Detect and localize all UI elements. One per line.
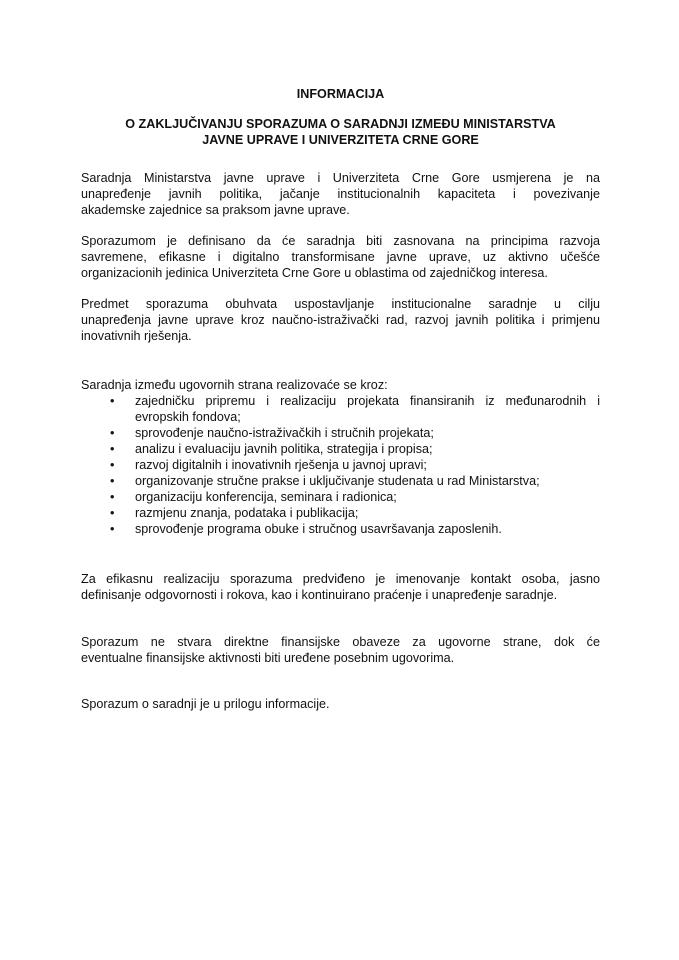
text-line: Saradnja Ministarstva javne uprave i Univerziteta Crne Gore usmjerena je na	[81, 171, 600, 185]
list-item	[81, 505, 600, 521]
text-line: organizaciju konferencija, seminara i radionica;	[135, 490, 397, 504]
text-line: akademske zajednice sa praksom javne uprave.	[81, 203, 350, 217]
text-line: evropskih fondova;	[135, 410, 241, 424]
text-line: Sporazumom je definisano da će saradnja biti zasnovana na principima razvoja	[81, 234, 600, 248]
text-line: unapređenje javnih politika, jačanje institucionalnih kapaciteta i povezivanje	[81, 187, 600, 201]
document-title: INFORMACIJA	[296, 87, 385, 101]
list-item	[81, 489, 600, 505]
text-line: razvoj digitalnih i inovativnih rješenja u javnoj upravi;	[135, 458, 427, 472]
text-line: sprovođenje programa obuke i stručnog usavršavanja zaposlenih.	[135, 522, 502, 536]
text-line: Predmet sporazuma obuhvata uspostavljanje institucionalne saradnje u cilju	[81, 297, 600, 311]
list-item	[81, 457, 600, 473]
paragraph-3	[81, 296, 600, 344]
text-line: inovativnih rješenja.	[81, 329, 192, 343]
text-line: razmjenu znanja, podataka i publikacija;	[135, 506, 359, 520]
text-line: sprovođenje naučno-istraživačkih i stručnih projekata;	[135, 426, 434, 440]
bullet-icon: •	[110, 522, 115, 536]
text-line: organizovanje stručne prakse i uključivanje studenata u rad Ministarstva;	[135, 474, 540, 488]
list-intro: Saradnja između ugovornih strana realizovaće se kroz:	[81, 378, 388, 392]
bullet-icon: •	[110, 426, 115, 440]
bullet-icon: •	[110, 442, 115, 456]
text-line: Za efikasnu realizaciju sporazuma predviđeno je imenovanje kontakt osoba, jasno	[81, 572, 600, 586]
text-line: definisanje odgovornosti i rokova, kao i kontinuirano praćenje i unapređenje saradnje.	[81, 588, 558, 602]
text-line: unapređenja javne uprave kroz naučno-istraživački rad, razvoj javnih politika i primjenu	[81, 313, 600, 327]
text-line: organizacionih jedinica Univerziteta Crne Gore u oblastima od zajedničkog interesa.	[81, 266, 548, 280]
text-line: eventualne finansijske aktivnosti biti uređene posebnim ugovorima.	[81, 651, 455, 665]
text-line: savremene, efikasne i digitalno transformisane javne uprave, uz aktivno učešće	[81, 250, 600, 264]
bullet-icon: •	[110, 458, 115, 472]
list-item	[81, 441, 600, 457]
paragraph-2	[81, 233, 600, 281]
text-line: analizu i evaluaciju javnih politika, strategija i propisa;	[135, 442, 433, 456]
list-item	[81, 521, 600, 537]
paragraph-financial	[81, 634, 600, 666]
text-line: Sporazum ne stvara direktne finansijske obaveze za ugovorne strane, dok će	[81, 635, 600, 649]
text-line: Sporazum o saradnji je u prilogu informacije.	[81, 697, 330, 711]
bullet-icon: •	[110, 490, 115, 504]
paragraph-implementation	[81, 571, 600, 603]
bullet-icon: •	[110, 506, 115, 520]
list-item	[81, 473, 600, 489]
bullet-icon: •	[110, 394, 115, 408]
document-subtitle-line-2: JAVNE UPRAVE I UNIVERZITETA CRNE GORE	[202, 133, 479, 147]
paragraph-1	[81, 170, 600, 218]
document-subtitle-line-1: O ZAKLJUČIVANJU SPORAZUMA O SARADNJI IZMEĐU MINISTARSTVA	[125, 117, 556, 131]
text-line: zajedničku pripremu i realizaciju projekata finansiranih iz međunarodnih i	[135, 394, 600, 408]
list-item	[81, 425, 600, 441]
bullet-icon: •	[110, 474, 115, 488]
paragraph-attachment	[81, 696, 600, 712]
list-item	[81, 393, 600, 425]
cooperation-list	[81, 377, 600, 537]
